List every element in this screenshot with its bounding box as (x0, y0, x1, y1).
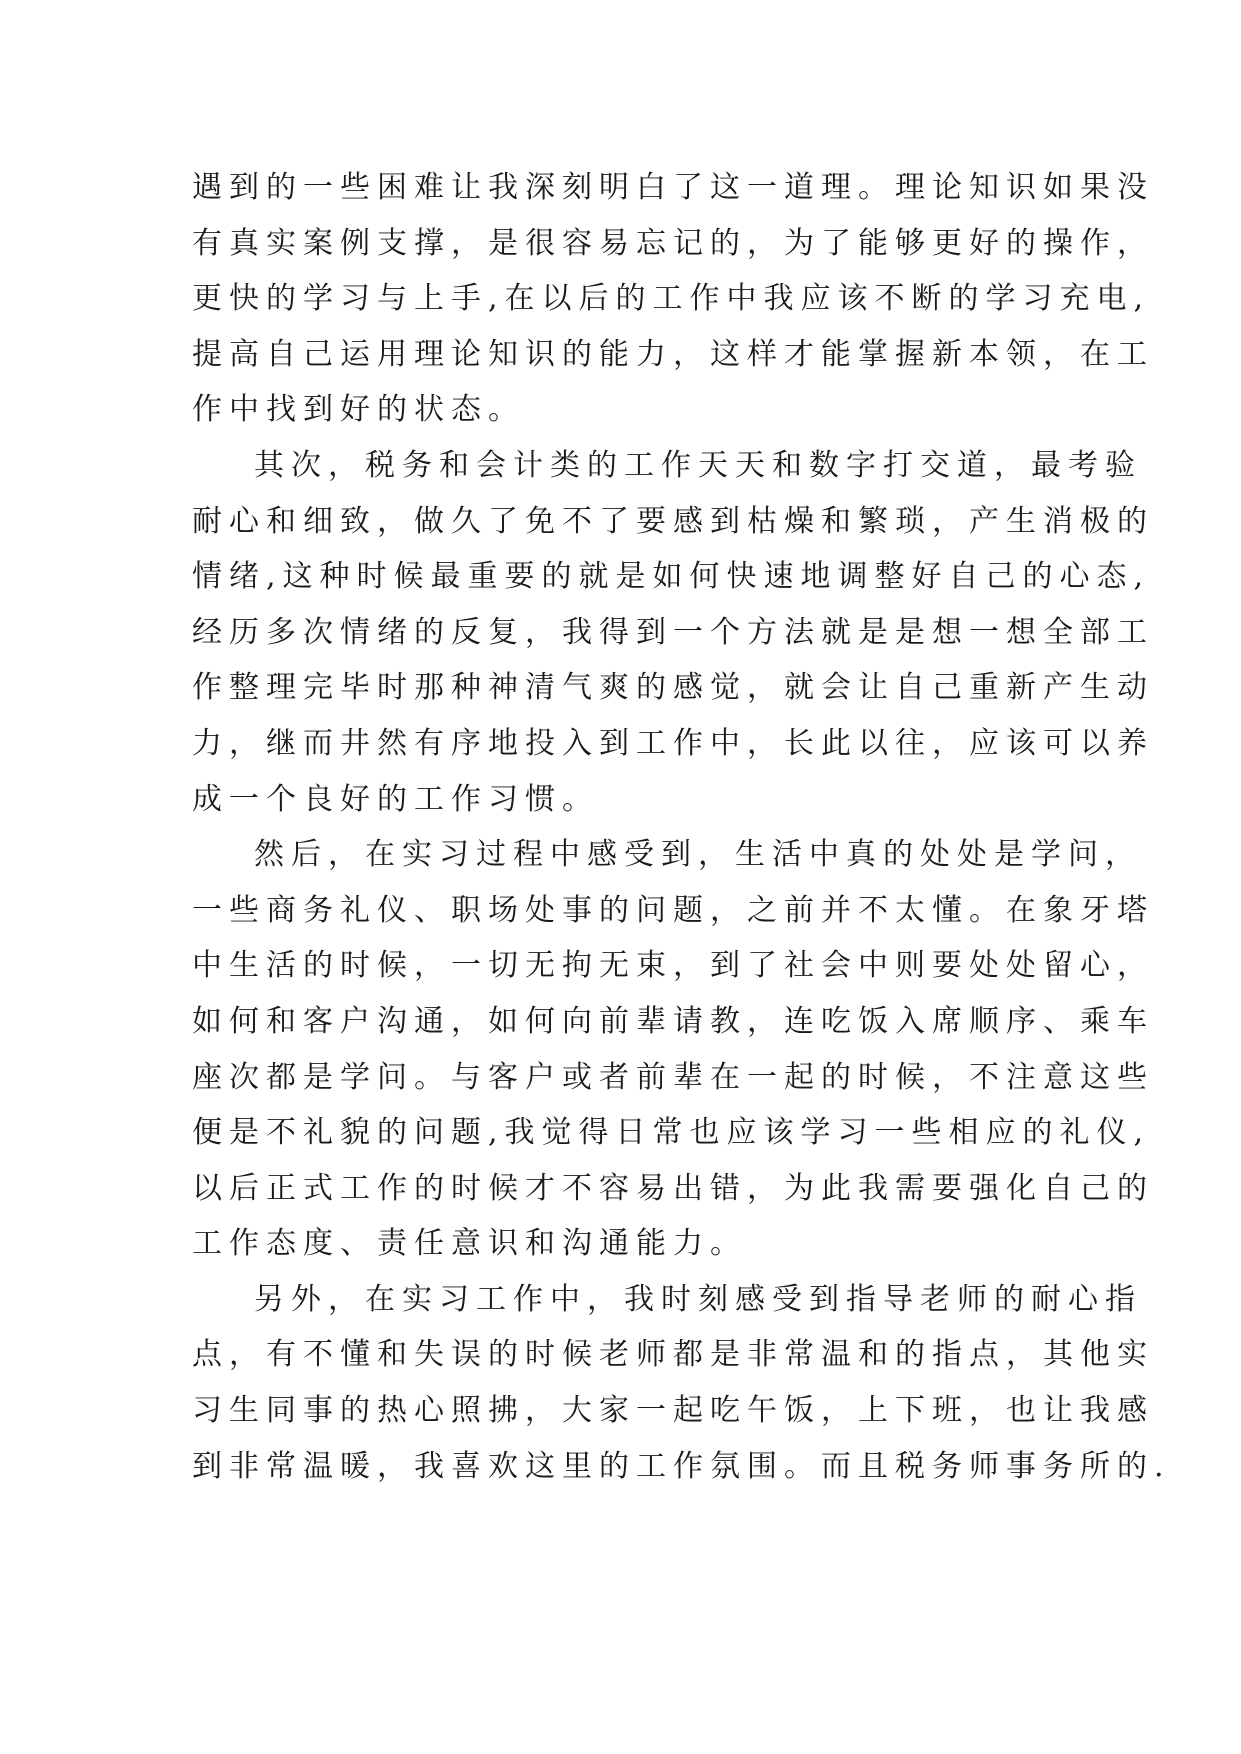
text-line: 经历多次情绪的反复，我得到一个方法就是是想一想全部工 (192, 614, 1154, 650)
text-line: 点，有不懂和失误的时候老师都是非常温和的指点，其他实 (192, 1337, 1154, 1373)
text-line: 以后正式工作的时候才不容易出错，为此我需要强化自己的 (192, 1170, 1154, 1206)
paragraph-first-line: 其次，税务和会计类的工作天天和数字打交道，最考验 (254, 447, 1142, 483)
text-line: 更快的学习与上手,在以后的工作中我应该不断的学习充电, (192, 281, 1151, 317)
text-line: 有真实案例支撑，是很容易忘记的，为了能够更好的操作， (192, 225, 1154, 261)
text-line: 成一个良好的工作习惯。 (192, 781, 599, 817)
text-line: 作整理完毕时那种神清气爽的感觉，就会让自己重新产生动 (192, 670, 1154, 706)
text-line: 中生活的时候，一切无拘无束，到了社会中则要处处留心， (192, 948, 1154, 984)
text-line: 习生同事的热心照拂，大家一起吃午饭，上下班，也让我感 (192, 1393, 1154, 1429)
text-line: 作中找到好的状态。 (192, 392, 525, 428)
text-line: 如何和客户沟通，如何向前辈请教，连吃饭入席顺序、乘车 (192, 1003, 1154, 1039)
text-line: 座次都是学问。与客户或者前辈在一起的时候，不注意这些 (192, 1059, 1154, 1095)
text-line: 便是不礼貌的问题,我觉得日常也应该学习一些相应的礼仪, (192, 1115, 1151, 1151)
text-line: 遇到的一些困难让我深刻明白了这一道理。理论知识如果没 (192, 170, 1154, 205)
text-line: 耐心和细致，做久了免不了要感到枯燥和繁琐，产生消极的 (192, 503, 1154, 539)
text-line: 到非常温暖，我喜欢这里的工作氛围。而且税务师事务所的. (192, 1448, 1171, 1484)
text-line: 工作态度、责任意识和沟通能力。 (192, 1226, 747, 1262)
paragraph-first-line: 另外，在实习工作中，我时刻感受到指导老师的耐心指 (254, 1281, 1142, 1317)
text-line: 提高自己运用理论知识的能力，这样才能掌握新本领，在工 (192, 336, 1154, 372)
text-line: 情绪,这种时候最重要的就是如何快速地调整好自己的心态, (192, 559, 1151, 595)
text-line: 一些商务礼仪、职场处事的问题，之前并不太懂。在象牙塔 (192, 892, 1154, 928)
body-text (192, 160, 1171, 1494)
text-line: 力，继而井然有序地投入到工作中，长此以往，应该可以养 (192, 725, 1154, 761)
paragraph-first-line: 然后，在实习过程中感受到，生活中真的处处是学问， (254, 837, 1142, 873)
